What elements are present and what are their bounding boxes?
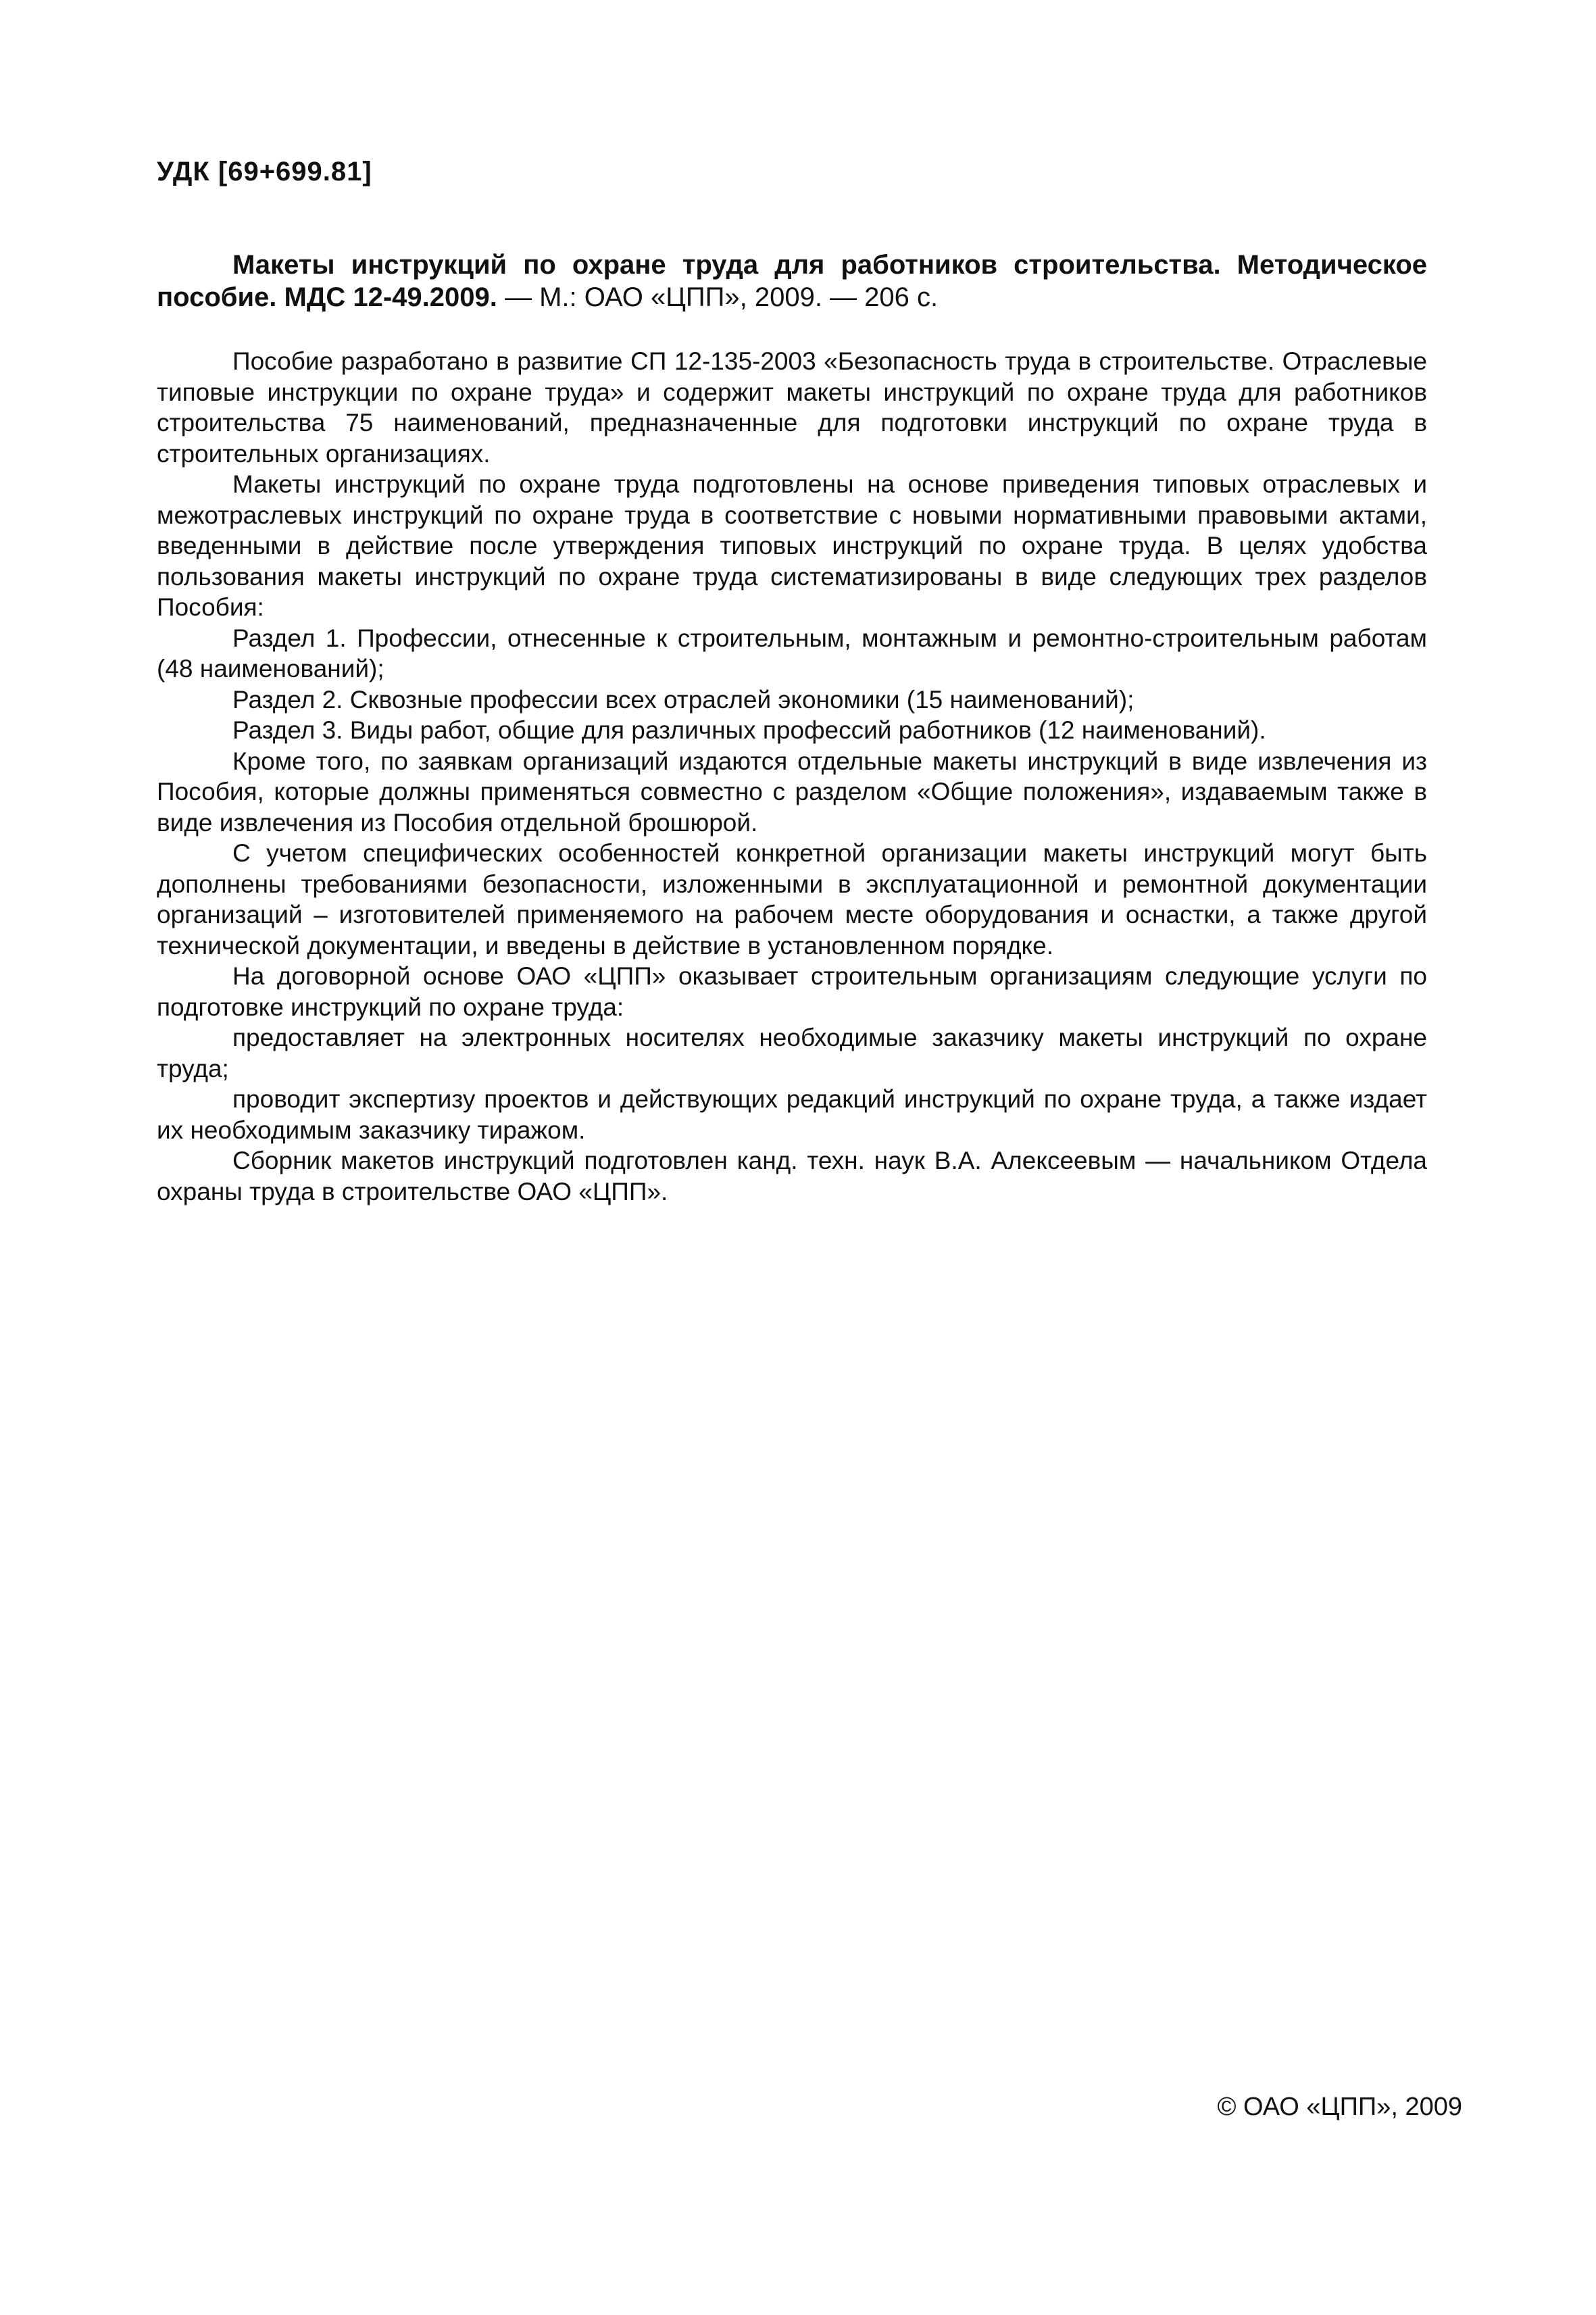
abstract-paragraph: Сборник макетов инструкций подготовлен канд. техн. наук В.А. Алексеевым — начальником Отдела охраны труда в строительстве ОАО «ЦПП».: [157, 1147, 1427, 1205]
abstract-paragraph: Кроме того, по заявкам организаций издаются отдельные макеты инструкций в виде извлечения из Пособия, которые должны применяться совместно с разделом «Общие положения», издаваемым также в виде извлечения из Пособия отдельной брошюрой.: [157, 747, 1427, 837]
abstract-paragraph: Раздел 2. Сквозные профессии всех отраслей экономики (15 наименований);: [232, 685, 1134, 714]
copyright-notice: © ОАО «ЦПП», 2009: [1217, 2093, 1462, 2121]
abstract-paragraph: Раздел 1. Профессии, отнесенные к строительным, монтажным и ремонтно-строительным работам (48 наименований);: [157, 624, 1427, 682]
bibliographic-citation: [157, 249, 1427, 314]
abstract-paragraph: проводит экспертизу проектов и действующих редакций инструкций по охране труда, а также издает их необходимым заказчику тиражом.: [157, 1085, 1427, 1144]
abstract-paragraph: С учетом специфических особенностей конкретной организации макеты инструкций могут быть дополнены требованиями безопасности, изложенными в эксплуатационной и ремонтной документации организаций – изготовителей применяемого на рабочем месте оборудования и оснастки, а также другой технической документации, и введены в действие в установленном порядке.: [157, 839, 1427, 960]
citation-publisher: — М.: ОАО «ЦПП», 2009. — 206 с.: [497, 282, 939, 312]
citation-code: МДС 12-49.2009.: [284, 282, 497, 312]
citation-title: Макеты инструкций по охране труда для работников строительства. Методическое пособие.: [157, 250, 1427, 312]
abstract-paragraph: На договорной основе ОАО «ЦПП» оказывает строительным организациям следующие услуги по подготовке инструкций по охране труда:: [157, 962, 1427, 1021]
udk-code: УДК [69+699.81]: [157, 157, 372, 186]
abstract: [157, 346, 1427, 1207]
abstract-paragraph: предоставляет на электронных носителях необходимые заказчику макеты инструкций по охране труда;: [157, 1024, 1427, 1082]
abstract-paragraph: Раздел 3. Виды работ, общие для различных профессий работников (12 наименований).: [232, 716, 1266, 744]
abstract-paragraph: Пособие разработано в развитие СП 12-135-2003 «Безопасность труда в строительстве. Отраслевые типовые инструкции по охране труда» и содержит макеты инструкций по охране труда для работников строительства 75 наименований, предназначенные для подготовки инструкций по охране труда в строительных организациях.: [157, 347, 1427, 468]
abstract-paragraph: Макеты инструкций по охране труда подготовлены на основе приведения типовых отраслевых и межотраслевых инструкций по охране труда в соответствие с новыми нормативными правовыми актами, введенными в действие после утверждения типовых инструкций по охране труда. В целях удобства пользования макеты инструкций по охране труда систематизированы в виде следующих трех разделов Пособия:: [157, 470, 1427, 621]
